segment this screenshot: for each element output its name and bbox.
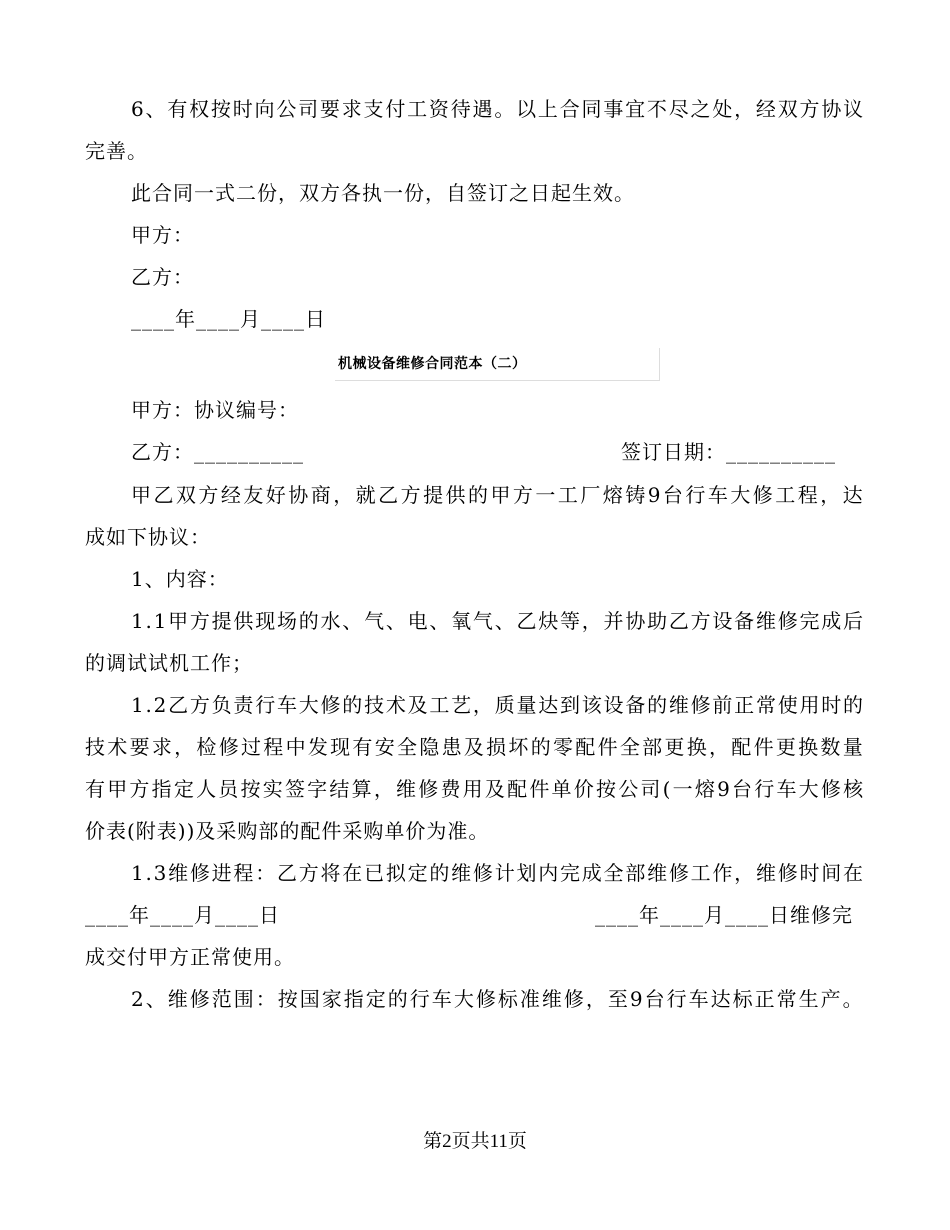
item-1-3-line-1: 1.3维修进程：乙方将在已拟定的维修计划内完成全部维修工作，维修时间在 [131, 861, 865, 885]
party-b-line: 乙方：__________ [131, 440, 304, 464]
party-a-signature-label: 甲方： [131, 223, 194, 247]
contract-title: 机械设备维修合同范本（二） [338, 356, 527, 372]
item-1-1-line-1: 1.1甲方提供现场的水、气、电、氧气、乙炔等，并协助乙方设备维修完成后 [131, 609, 865, 633]
party-b-signature-label: 乙方： [131, 265, 194, 289]
intro-line-2: 成如下协议： [85, 525, 211, 549]
item-1-1-line-2: 的调试试机工作； [85, 651, 253, 675]
item-1-3-start-date: ____年____月____日 [85, 903, 280, 927]
signature-date: ____年____月____日 [131, 307, 326, 331]
item-1-2-line-2: 技术要求，检修过程中发现有安全隐患及损坏的零配件全部更换，配件更换数量 [85, 735, 865, 759]
page-number-footer: 第2页共11页 [423, 1131, 527, 1152]
item-2-scope: 2、维修范围：按国家指定的行车大修标准维修，至9台行车达标正常生产。 [131, 987, 865, 1011]
item-1-3-line-3: 成交付甲方正常使用。 [85, 945, 295, 969]
item-1-3-end-date: ____年____月____日维修完 [595, 903, 853, 927]
content-heading: 1、内容： [131, 567, 229, 591]
copies-clause: 此合同一式二份，双方各执一份，自签订之日起生效。 [131, 181, 635, 205]
item-6-line-1: 6、有权按时向公司要求支付工资待遇。以上合同事宜不尽之处，经双方协议 [131, 97, 865, 121]
party-a-agreement-number: 甲方：协议编号： [131, 398, 299, 422]
item-6-line-2: 完善。 [85, 139, 148, 163]
intro-line-1: 甲乙双方经友好协商，就乙方提供的甲方一工厂熔铸9台行车大修工程，达 [131, 483, 866, 507]
sign-date-line: 签订日期：__________ [621, 440, 836, 464]
item-1-2-line-1: 1.2乙方负责行车大修的技术及工艺，质量达到该设备的维修前正常使用时的 [131, 693, 865, 717]
item-1-2-line-3: 有甲方指定人员按实签字结算，维修费用及配件单价按公司(一熔9台行车大修核 [85, 777, 866, 801]
item-1-2-line-4: 价表(附表))及采购部的配件采购单价为准。 [85, 819, 490, 843]
